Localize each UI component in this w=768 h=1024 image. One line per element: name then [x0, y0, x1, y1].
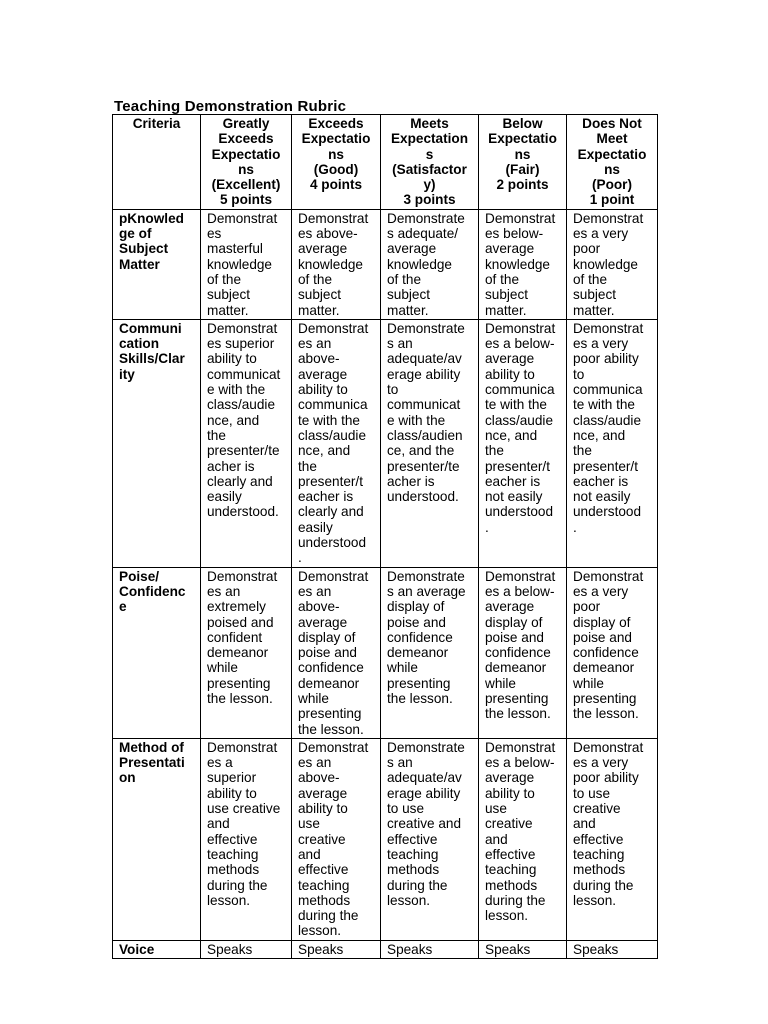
table-cell: Demonstrat es an above- average ability to communica te with the class/audie nce, and the presenter/t eacher is clearly and easily understood .: [292, 319, 381, 567]
table-cell: Speaks: [201, 940, 292, 958]
header-does-not-meet: Does Not Meet Expectatio ns (Poor) 1 point: [567, 115, 658, 210]
table-cell: Demonstrat es a very poor ability to use creative and effective teaching methods during the lesson.: [567, 738, 658, 940]
table-cell: Demonstrat es a below- average display of poise and confidence demeanor while presenting the lesson.: [479, 567, 567, 738]
table-row: [113, 940, 658, 958]
table-cell: Demonstrat es above- average knowledge of the subject matter.: [292, 209, 381, 319]
table-cell: Demonstrat es a below- average ability to use creative and effective teaching methods during the lesson.: [479, 738, 567, 940]
table-cell: Demonstrat es masterful knowledge of the subject matter.: [201, 209, 292, 319]
table-cell: Speaks: [567, 940, 658, 958]
table-cell: Demonstrate s an adequate/av erage ability to communicat e with the class/audien ce, and the presenter/te acher is understood.: [381, 319, 479, 567]
table-cell: Demonstrat es below- average knowledge of the subject matter.: [479, 209, 567, 319]
document-title: Teaching Demonstration Rubric: [114, 98, 347, 115]
table-cell: Demonstrate s an average display of poise and confidence demeanor while presenting the lesson.: [381, 567, 479, 738]
table-cell: Demonstrat es a very poor knowledge of the subject matter.: [567, 209, 658, 319]
table-cell: Demonstrat es a superior ability to use creative and effective teaching methods during the lesson.: [201, 738, 292, 940]
criteria-method: Method of Presentati on: [113, 738, 201, 940]
table-cell: Speaks: [479, 940, 567, 958]
header-greatly-exceeds: Greatly Exceeds Expectatio ns (Excellent) 5 points: [201, 115, 292, 210]
table-row: [113, 319, 658, 567]
criteria-communication: Communi cation Skills/Clar ity: [113, 319, 201, 567]
table-cell: Demonstrate s an adequate/av erage ability to use creative and effective teaching methods during the lesson.: [381, 738, 479, 940]
criteria-voice: Voice: [113, 940, 201, 958]
header-meets: Meets Expectation s (Satisfactor y) 3 points: [381, 115, 479, 210]
table-cell: Demonstrat es an above- average ability to use creative and effective teaching methods during the lesson.: [292, 738, 381, 940]
table-row: [113, 738, 658, 940]
table-cell: Speaks: [292, 940, 381, 958]
header-below: Below Expectatio ns (Fair) 2 points: [479, 115, 567, 210]
table-cell: Demonstrate s adequate/ average knowledge of the subject matter.: [381, 209, 479, 319]
table-cell: Demonstrat es superior ability to communicat e with the class/audie nce, and the presenter/te acher is clearly and easily understood.: [201, 319, 292, 567]
table-cell: Demonstrat es a very poor display of poise and confidence demeanor while presenting the lesson.: [567, 567, 658, 738]
table-cell: Demonstrat es a below- average ability to communica te with the class/audie nce, and the presenter/t eacher is not easily understood .: [479, 319, 567, 567]
header-criteria: Criteria: [113, 115, 201, 210]
table-cell: Demonstrat es an extremely poised and confident demeanor while presenting the lesson.: [201, 567, 292, 738]
criteria-knowledge: pKnowled ge of Subject Matter: [113, 209, 201, 319]
table-cell: Demonstrat es an above- average display of poise and confidence demeanor while presenting the lesson.: [292, 567, 381, 738]
criteria-poise: Poise/ Confidenc e: [113, 567, 201, 738]
rubric-table: [112, 114, 658, 959]
table-cell: Speaks: [381, 940, 479, 958]
header-row: [113, 115, 658, 210]
table-cell: Demonstrat es a very poor ability to communica te with the class/audie nce, and the presenter/t eacher is not easily understood .: [567, 319, 658, 567]
table-row: [113, 567, 658, 738]
header-exceeds: Exceeds Expectatio ns (Good) 4 points: [292, 115, 381, 210]
table-row: [113, 209, 658, 319]
